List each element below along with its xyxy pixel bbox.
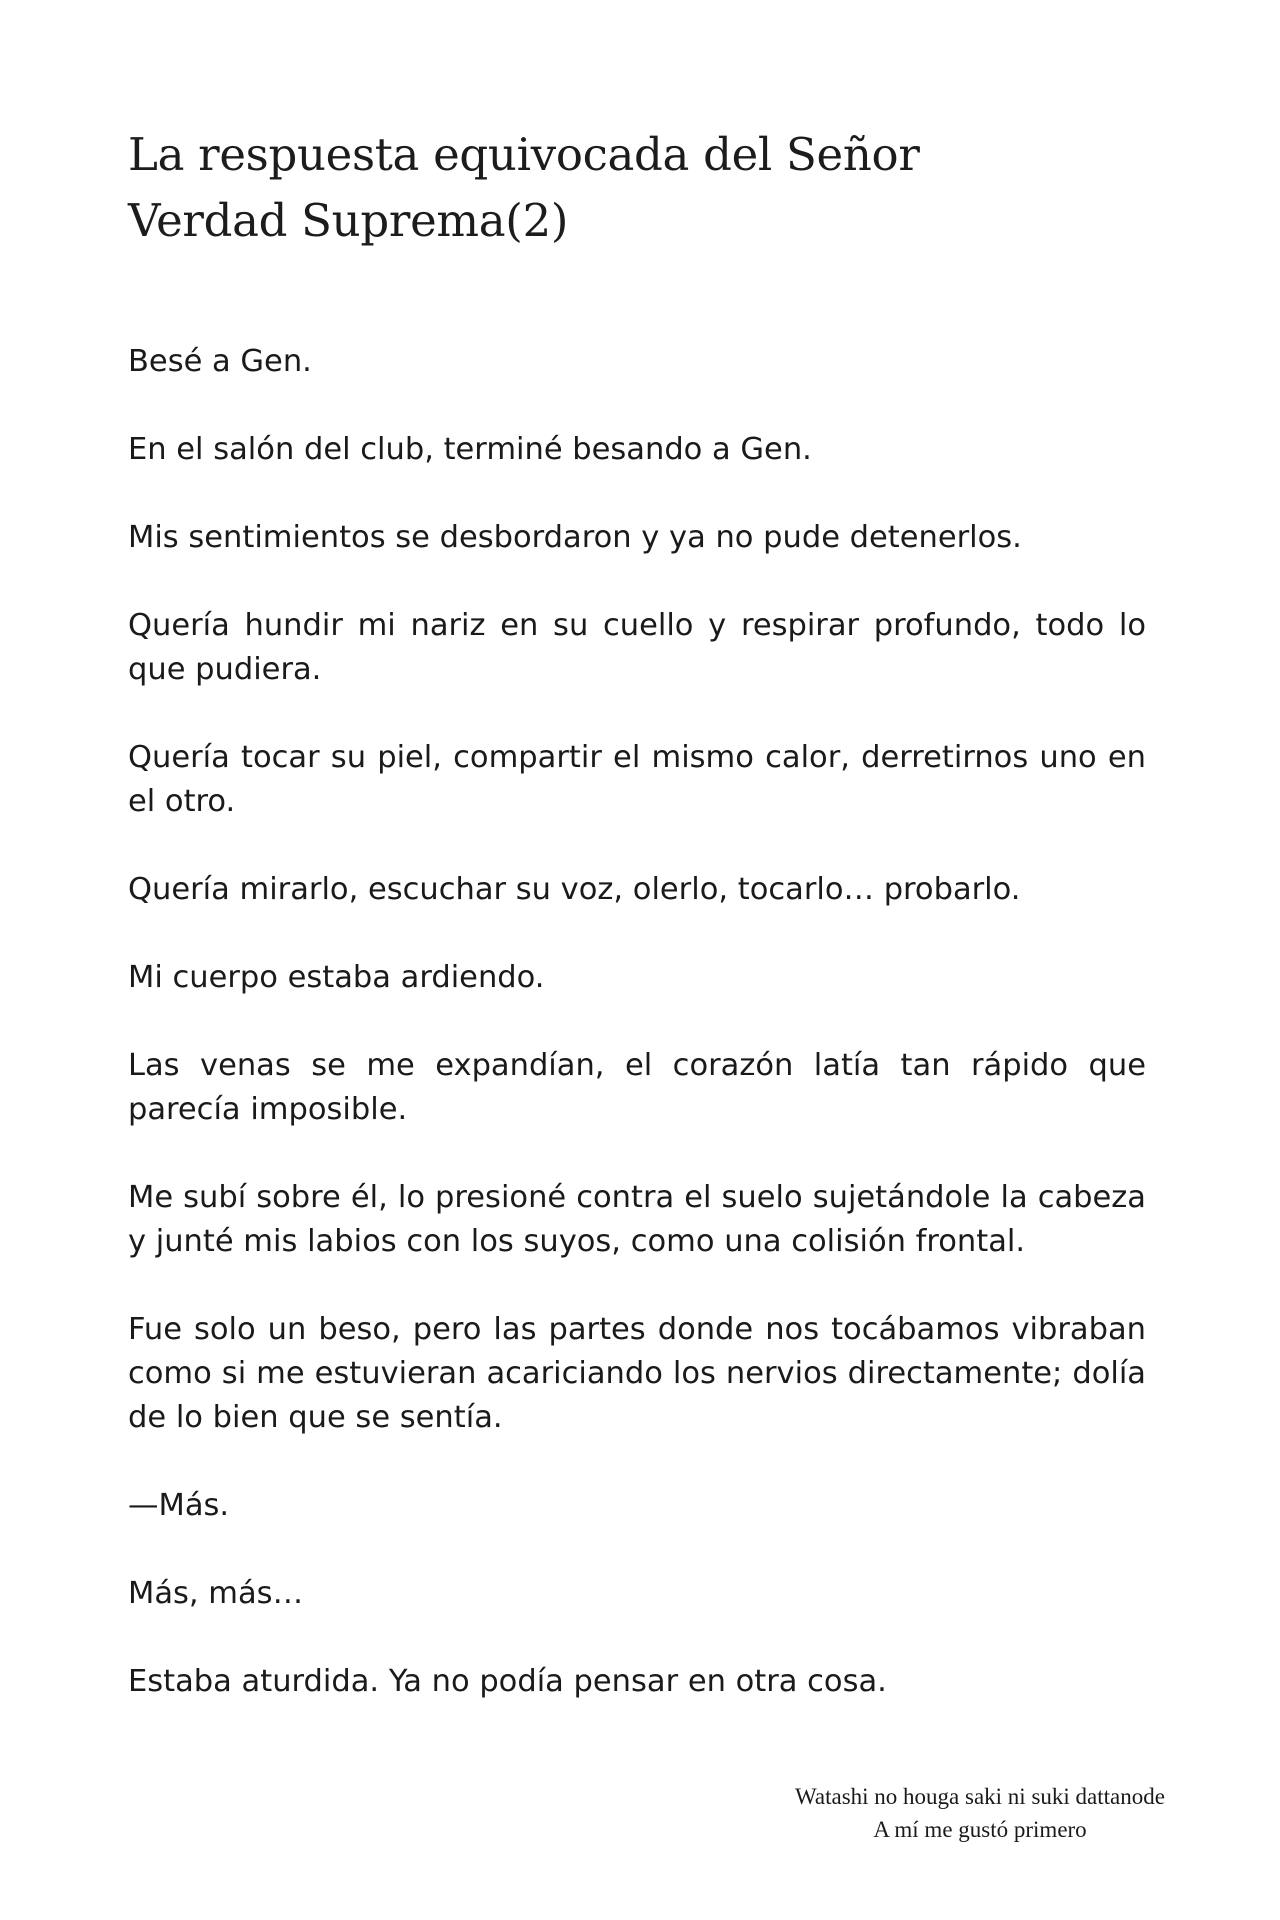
paragraph: Estaba aturdida. Ya no podía pensar en otra cosa. xyxy=(128,1664,887,1699)
paragraph: Mis sentimientos se desbordaron y ya no pude detenerlos. xyxy=(128,520,1022,555)
chapter-body xyxy=(128,340,1146,1748)
paragraph: Mi cuerpo estaba ardiendo. xyxy=(128,960,545,995)
paragraph: Besé a Gen. xyxy=(128,344,312,379)
paragraph: Quería tocar su piel, compartir el mismo calor, derretirnos uno en el otro. xyxy=(128,740,1146,819)
chapter-title: La respuesta equivocada del Señor Verdad Suprema(2) xyxy=(128,128,920,247)
footer-spanish-title: A mí me gustó primero xyxy=(873,1817,1087,1842)
footer-romaji-title: Watashi no houga saki ni suki dattanode xyxy=(795,1784,1165,1809)
paragraph: Me subí sobre él, lo presioné contra el suelo sujetándole la cabeza y junté mis labios con los suyos, como una colisión frontal. xyxy=(128,1180,1146,1259)
paragraph: —Más. xyxy=(128,1488,230,1523)
paragraph: Quería hundir mi nariz en su cuello y respirar profundo, todo lo que pudiera. xyxy=(128,608,1146,687)
paragraph: Más, más… xyxy=(128,1576,304,1611)
paragraph: En el salón del club, terminé besando a Gen. xyxy=(128,432,812,467)
footer-credit xyxy=(740,1780,1220,1846)
paragraph: Fue solo un beso, pero las partes donde nos tocábamos vibraban como si me estuvieran acariciando los nervios directamente; dolía de lo bien que se sentía. xyxy=(128,1312,1146,1435)
paragraph: Quería mirarlo, escuchar su voz, olerlo, tocarlo… probarlo. xyxy=(128,872,1021,907)
paragraph: Las venas se me expandían, el corazón latía tan rápido que parecía imposible. xyxy=(128,1048,1146,1127)
